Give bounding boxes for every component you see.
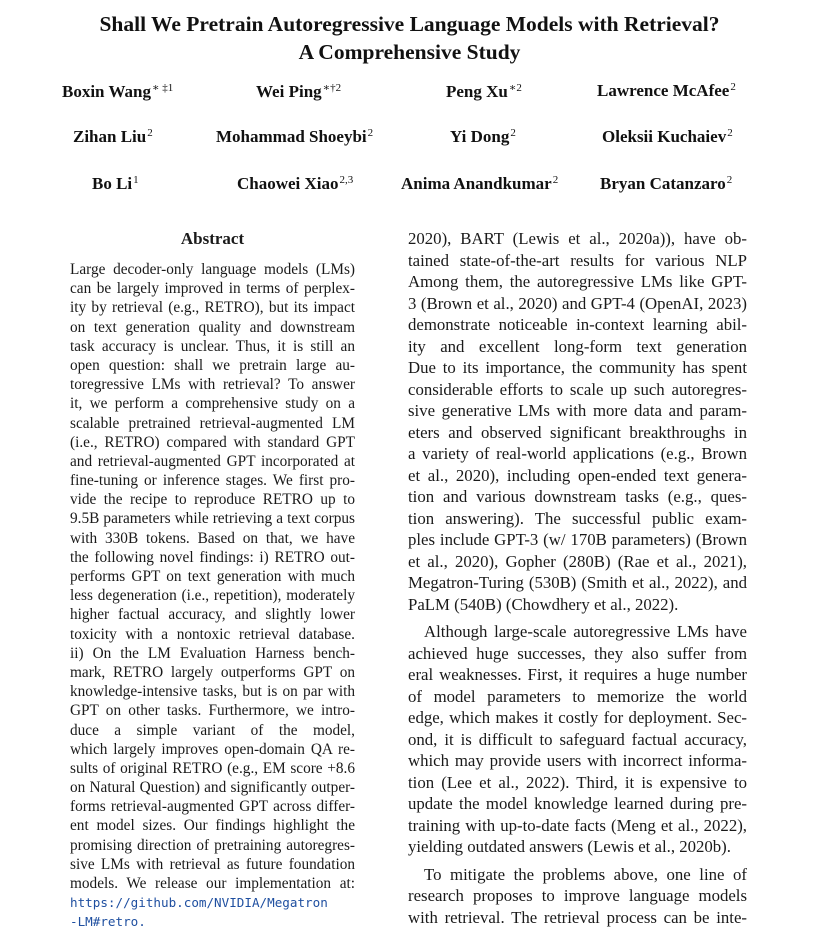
body-line: update the model knowledge learned during pre-	[408, 794, 747, 813]
body-line: Among them, the autoregressive LMs like GPT-	[408, 272, 747, 291]
author-bryan-catanzaro: Bryan Catanzaro$^2$	[600, 174, 733, 193]
author-lawrence-mcafee: Lawrence McAfee$^2$	[597, 81, 736, 100]
body-line: research proposes to improve language models	[408, 886, 747, 905]
body-line: ples include GPT-3 (w/ 170B parameters) (Brown	[408, 530, 747, 549]
abstract-line: 9.5B parameters while retrieving a text corpus	[70, 510, 355, 528]
abstract-line: ent model sizes. Our findings highlight the	[70, 817, 355, 835]
body-line: considerable efforts to scale up such autoregres-	[408, 379, 747, 399]
body-line: et al., 2020), Gopher (280B) (Rae et al., 2021),	[408, 551, 747, 571]
body-line: Megatron-Turing (530B) (Smith et al., 2022), and	[408, 573, 747, 592]
body-line: 3 (Brown et al., 2020) and GPT-4 (OpenAI, 2023)	[408, 293, 747, 313]
abstract-line: GPT on other tasks. Furthermore, we intro-	[70, 702, 355, 720]
author-boxin-wang: Boxin Wang$^{∗ \ddagger 1}$	[62, 82, 174, 101]
body-line: PaLM (540B) (Chowdhery et al., 2022).	[408, 594, 679, 614]
abstract-line: (i.e., RETRO) compared with standard GPT	[70, 433, 355, 451]
body-line: a variety of real-world applications (e.g., Brown	[408, 444, 747, 463]
body-line: training with up-to-date facts (Meng et al., 2022),	[408, 815, 747, 835]
author-peng-xu: Peng $Xu^{∗2}$	[446, 82, 522, 101]
body-line: yielding outdated answers (Lewis et al., 2020b).	[408, 837, 731, 856]
abstract-line: task accuracy is unclear. Thus, it is still an	[70, 337, 355, 355]
abstract-line: vide the recipe to reproduce RETRO up to	[70, 491, 355, 509]
body-line: tained state-of-the-art results for various NLP	[408, 250, 747, 270]
abstract-line: performs GPT on text generation with much	[70, 568, 355, 585]
abstract-line: duce a simple variant of the model,	[70, 721, 355, 739]
body-line: edge, which makes it costly for deployment. Sec-	[408, 708, 747, 727]
body-line: with retrieval. The retrieval process can be inte-	[408, 907, 747, 927]
repo-link-continued[interactable]: -LM#retro.	[70, 914, 146, 930]
abstract-line: which largely improves open-domain QA re-	[70, 740, 355, 758]
abstract-line: with 330B tokens. Based on that, we have	[70, 529, 355, 547]
abstract-line: promising direction of pretraining autoregres-	[70, 836, 355, 854]
abstract-line: sults of original RETRO (e.g., EM score +8.6	[70, 759, 355, 777]
abstract-line: Large decoder-only language models (LMs)	[70, 261, 355, 278]
abstract-line: toxicity with a nontoxic retrieval database.	[70, 625, 355, 643]
paper-title	[0, 10, 819, 66]
abstract-line: forms retrieval-augmented GPT across differ-	[70, 798, 355, 816]
author-mohammad-shoeybi: Mohammad Shoeybi$^2$	[216, 127, 374, 146]
abstract-line: and retrieval-augmented GPT incorporated at	[70, 452, 355, 470]
abstract-line: toregressive LMs with retrieval? To answer	[70, 376, 355, 394]
body-line: Although large-scale autoregressive LMs have	[424, 622, 747, 641]
abstract-line: models. We release our implementation at:	[70, 875, 355, 892]
body-line: tion and various downstream tasks (e.g., ques-	[408, 487, 747, 506]
abstract-line: the following novel findings: i) RETRO out-	[70, 548, 355, 566]
abstract-line: ii) On the LM Evaluation Harness bench-	[70, 644, 355, 662]
abstract-line: knowledge-intensive tasks, but is on par with	[70, 683, 355, 701]
body-line: sive generative LMs with more data and param-	[408, 401, 747, 420]
abstract-line: can be largely improved in terms of perplex-	[70, 280, 355, 298]
body-line: To mitigate the problems above, one line of	[424, 864, 747, 884]
title-line-1: Shall We Pretrain Autoregressive Language Models with Retrieval?	[99, 12, 720, 36]
body-line: et al., 2020), including open-ended text genera-	[408, 465, 747, 485]
author-yi-dong: Yi Dong$^2$	[450, 127, 516, 146]
author-wei-ping: Wei Ping$^{∗\dagger 2}$	[256, 82, 342, 101]
abstract-line: on Natural Question) and significantly outper-	[70, 779, 355, 797]
author-bo-li: Bo Li$^1$	[92, 174, 139, 193]
body-line: tion (Lee et al., 2022). Third, it is expensive to	[408, 772, 747, 792]
repo-link[interactable]: https://github.com/NVIDIA/Megatron	[70, 895, 328, 911]
author-zihan-liu: Zihan Liu$^2$	[73, 127, 153, 146]
author-anima-anandkumar: Anima Anandkumar$^2$	[401, 174, 559, 193]
body-line: ity and excellent long-form text generation	[408, 336, 747, 356]
body-line: 2020), BART (Lewis et al., 2020a)), have ob-	[408, 229, 747, 248]
abstract-line: fine-tuning or inference stages. We first pro-	[70, 472, 355, 490]
body-line: eters and observed significant breakthroughs in	[408, 422, 747, 442]
abstract-line: sive LMs with retrieval as future foundation	[70, 855, 355, 873]
abstract-body	[70, 260, 355, 932]
body-line: ond, it is difficult to safeguard factual accuracy,	[408, 729, 747, 749]
body-line: of model parameters to memorize the world	[408, 686, 747, 706]
body-line: eral weaknesses. First, it requires a huge number	[408, 665, 747, 684]
body-line: Due to its importance, the community has spent	[408, 358, 747, 377]
body-line: achieved huge successes, they also suffer from	[408, 643, 747, 663]
body-line: which may provide users with incorrect informa-	[408, 751, 747, 770]
intro-body	[408, 228, 747, 928]
abstract-heading: Abstract	[180, 229, 245, 248]
abstract-line: open question: shall we pretrain large au-	[70, 356, 355, 374]
abstract-line: mark, RETRO largely outperforms GPT on	[70, 663, 355, 681]
abstract-line: ity by retrieval (e.g., RETRO), but its impact	[70, 299, 355, 317]
body-line: tion answering). The successful public exam-	[408, 508, 747, 528]
title-line-2: A Comprehensive Study	[298, 40, 521, 64]
abstract-line: it, we perform a comprehensive study on a	[70, 395, 355, 413]
author-oleksii-kuchaiev: Oleksii Kuchaiev$^2$	[602, 127, 733, 146]
author-chaowei-xiao: Chaowei Xiao$^{2,3}$	[237, 174, 354, 193]
body-line: demonstrate noticeable in-context learning abil-	[408, 315, 747, 334]
abstract-line: on text generation quality and downstream	[70, 318, 355, 336]
abstract-line: higher factual accuracy, and slightly lower	[70, 606, 355, 624]
abstract-line: less degeneration (i.e., repetition), moderately	[70, 587, 355, 605]
abstract-line: scalable pretrained retrieval-augmented LM	[70, 414, 355, 432]
